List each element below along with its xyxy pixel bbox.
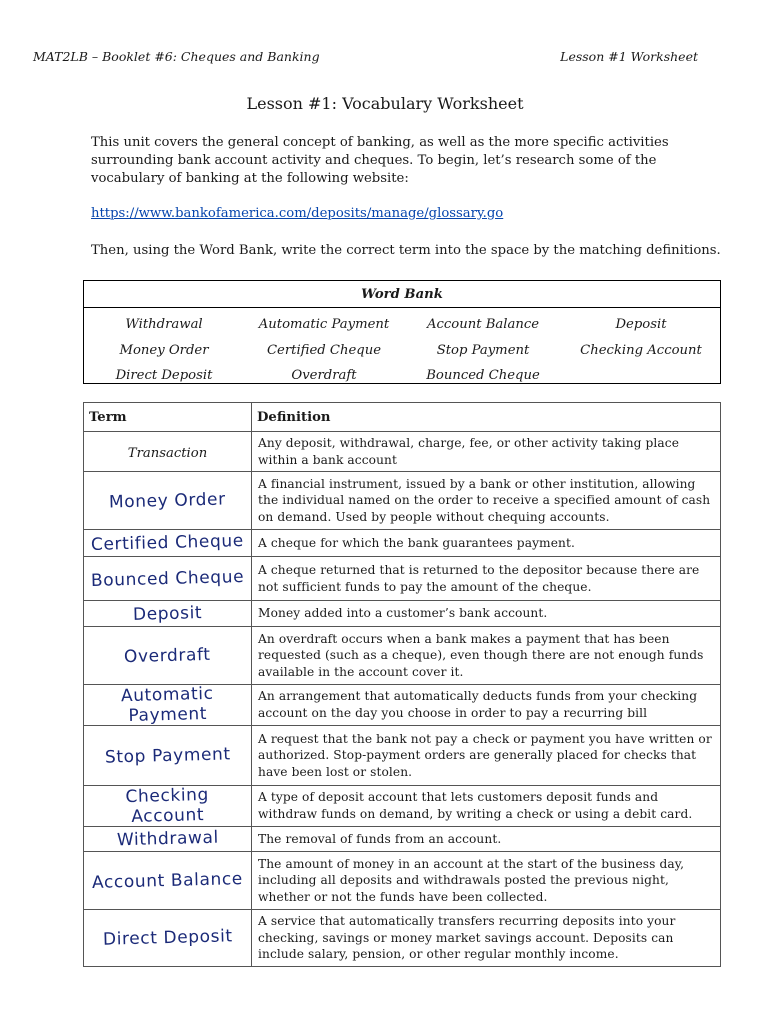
- table-row: [84, 827, 721, 852]
- definition-cell: A type of deposit account that lets customers deposit funds and withdraw funds on demand, by writing a check or using a debit card.: [252, 786, 721, 827]
- definition-cell: An overdraft occurs when a bank makes a payment that has been requested (such as a cheque), even though there are not enough funds available in the account cover it.: [252, 627, 721, 685]
- handwritten-answer: Stop Payment: [104, 743, 231, 768]
- definition-cell: An arrangement that automatically deducts funds from your checking account on the day you choose in order to pay a recurring bill: [252, 685, 721, 726]
- handwritten-answer: Account Balance: [91, 868, 244, 893]
- word-bank-grid: [84, 308, 720, 389]
- term-cell[interactable]: [84, 432, 252, 472]
- table-row: [84, 432, 721, 472]
- word-bank-item: Deposit: [615, 317, 667, 332]
- word-bank-item: [562, 363, 720, 389]
- term-cell[interactable]: [84, 786, 252, 827]
- glossary-link[interactable]: https://www.bankofamerica.com/deposits/manage/glossary.go: [91, 206, 504, 221]
- table-row: [84, 627, 721, 685]
- table-row: [84, 530, 721, 557]
- header-left: MAT2LB – Booklet #6: Cheques and Banking: [33, 49, 320, 64]
- definition-cell: A service that automatically transfers recurring deposits into your checking, savings or money market savings account. Deposits can include salary, pension, or other regular monthly income.: [252, 910, 721, 967]
- definition-cell: Money added into a customer’s bank account.: [252, 601, 721, 627]
- definition-cell: The removal of funds from an account.: [252, 827, 721, 852]
- table-header-row: [84, 403, 721, 432]
- vocabulary-table-body: [84, 432, 721, 967]
- handwritten-answer: Checking Account: [125, 784, 210, 827]
- definition-cell: A financial instrument, issued by a bank or other institution, allowing the individual named on the order to receive a specified amount of cash on demand. Used by people without chequing accounts.: [252, 472, 721, 530]
- term-cell[interactable]: [84, 530, 252, 557]
- term-cell[interactable]: [84, 472, 252, 530]
- page-header: [33, 49, 698, 64]
- word-bank-item: Stop Payment: [436, 342, 530, 358]
- word-bank-item: Certified Cheque: [266, 342, 382, 358]
- word-bank-item: Automatic Payment: [258, 317, 390, 332]
- handwritten-answer: Money Order: [108, 488, 227, 513]
- handwritten-answer: Automatic Payment: [120, 683, 214, 727]
- table-row: [84, 472, 721, 530]
- header-right: Lesson #1 Worksheet: [560, 49, 698, 64]
- handwritten-answer: Withdrawal: [116, 827, 219, 851]
- term-cell[interactable]: [84, 827, 252, 852]
- definition-cell: A cheque for which the bank guarantees payment.: [252, 530, 721, 557]
- term-label: Transaction: [127, 446, 208, 461]
- table-row: [84, 685, 721, 726]
- table-row: [84, 852, 721, 910]
- word-bank: [83, 280, 721, 384]
- handwritten-answer: Overdraft: [123, 644, 212, 667]
- term-cell[interactable]: [84, 685, 252, 726]
- handwritten-answer: Bounced Cheque: [90, 566, 245, 591]
- term-cell[interactable]: [84, 910, 252, 967]
- table-row: [84, 601, 721, 627]
- table-row: [84, 726, 721, 786]
- term-cell[interactable]: [84, 852, 252, 910]
- table-row: [84, 786, 721, 827]
- word-bank-title: Word Bank: [84, 281, 720, 308]
- table-row: [84, 910, 721, 967]
- definition-cell: A request that the bank not pay a check or payment you have written or authorized. Stop-payment orders are generally placed for checks that have been lost or stolen.: [252, 726, 721, 786]
- word-bank-item: Withdrawal: [125, 317, 203, 332]
- word-bank-item: Direct Deposit: [115, 368, 213, 383]
- term-column-header: Term: [84, 403, 252, 432]
- word-bank-item: Bounced Cheque: [426, 368, 540, 383]
- handwritten-answer: Direct Deposit: [102, 926, 233, 950]
- term-cell[interactable]: [84, 601, 252, 627]
- term-cell[interactable]: [84, 627, 252, 685]
- intro-paragraph: This unit covers the general concept of banking, as well as the more specific activities surrounding bank account activity and cheques. To begin, let’s research some of the vocabulary of banking at the following website:: [91, 135, 669, 187]
- definition-cell: Any deposit, withdrawal, charge, fee, or other activity taking place within a bank account: [252, 432, 721, 472]
- term-cell[interactable]: [84, 726, 252, 786]
- instructions: Then, using the Word Bank, write the correct term into the space by the matching definitions.: [91, 243, 721, 258]
- handwritten-answer: Certified Cheque: [90, 531, 245, 555]
- word-bank-item: Checking Account: [580, 342, 702, 358]
- word-bank-item: Money Order: [119, 342, 209, 358]
- definition-cell: The amount of money in an account at the start of the business day, including all deposits and withdrawals posted the previous night, whether or not the funds have been collected.: [252, 852, 721, 910]
- definition-cell: A cheque returned that is returned to the depositor because there are not sufficient funds to pay the amount of the cheque.: [252, 557, 721, 601]
- definition-column-header: Definition: [252, 403, 721, 432]
- table-row: [84, 557, 721, 601]
- page-title: Lesson #1: Vocabulary Worksheet: [246, 94, 524, 113]
- word-bank-item: Overdraft: [291, 368, 357, 383]
- handwritten-answer: Deposit: [132, 602, 203, 625]
- term-cell[interactable]: [84, 557, 252, 601]
- vocabulary-table: [83, 402, 721, 967]
- word-bank-item: Account Balance: [426, 317, 540, 332]
